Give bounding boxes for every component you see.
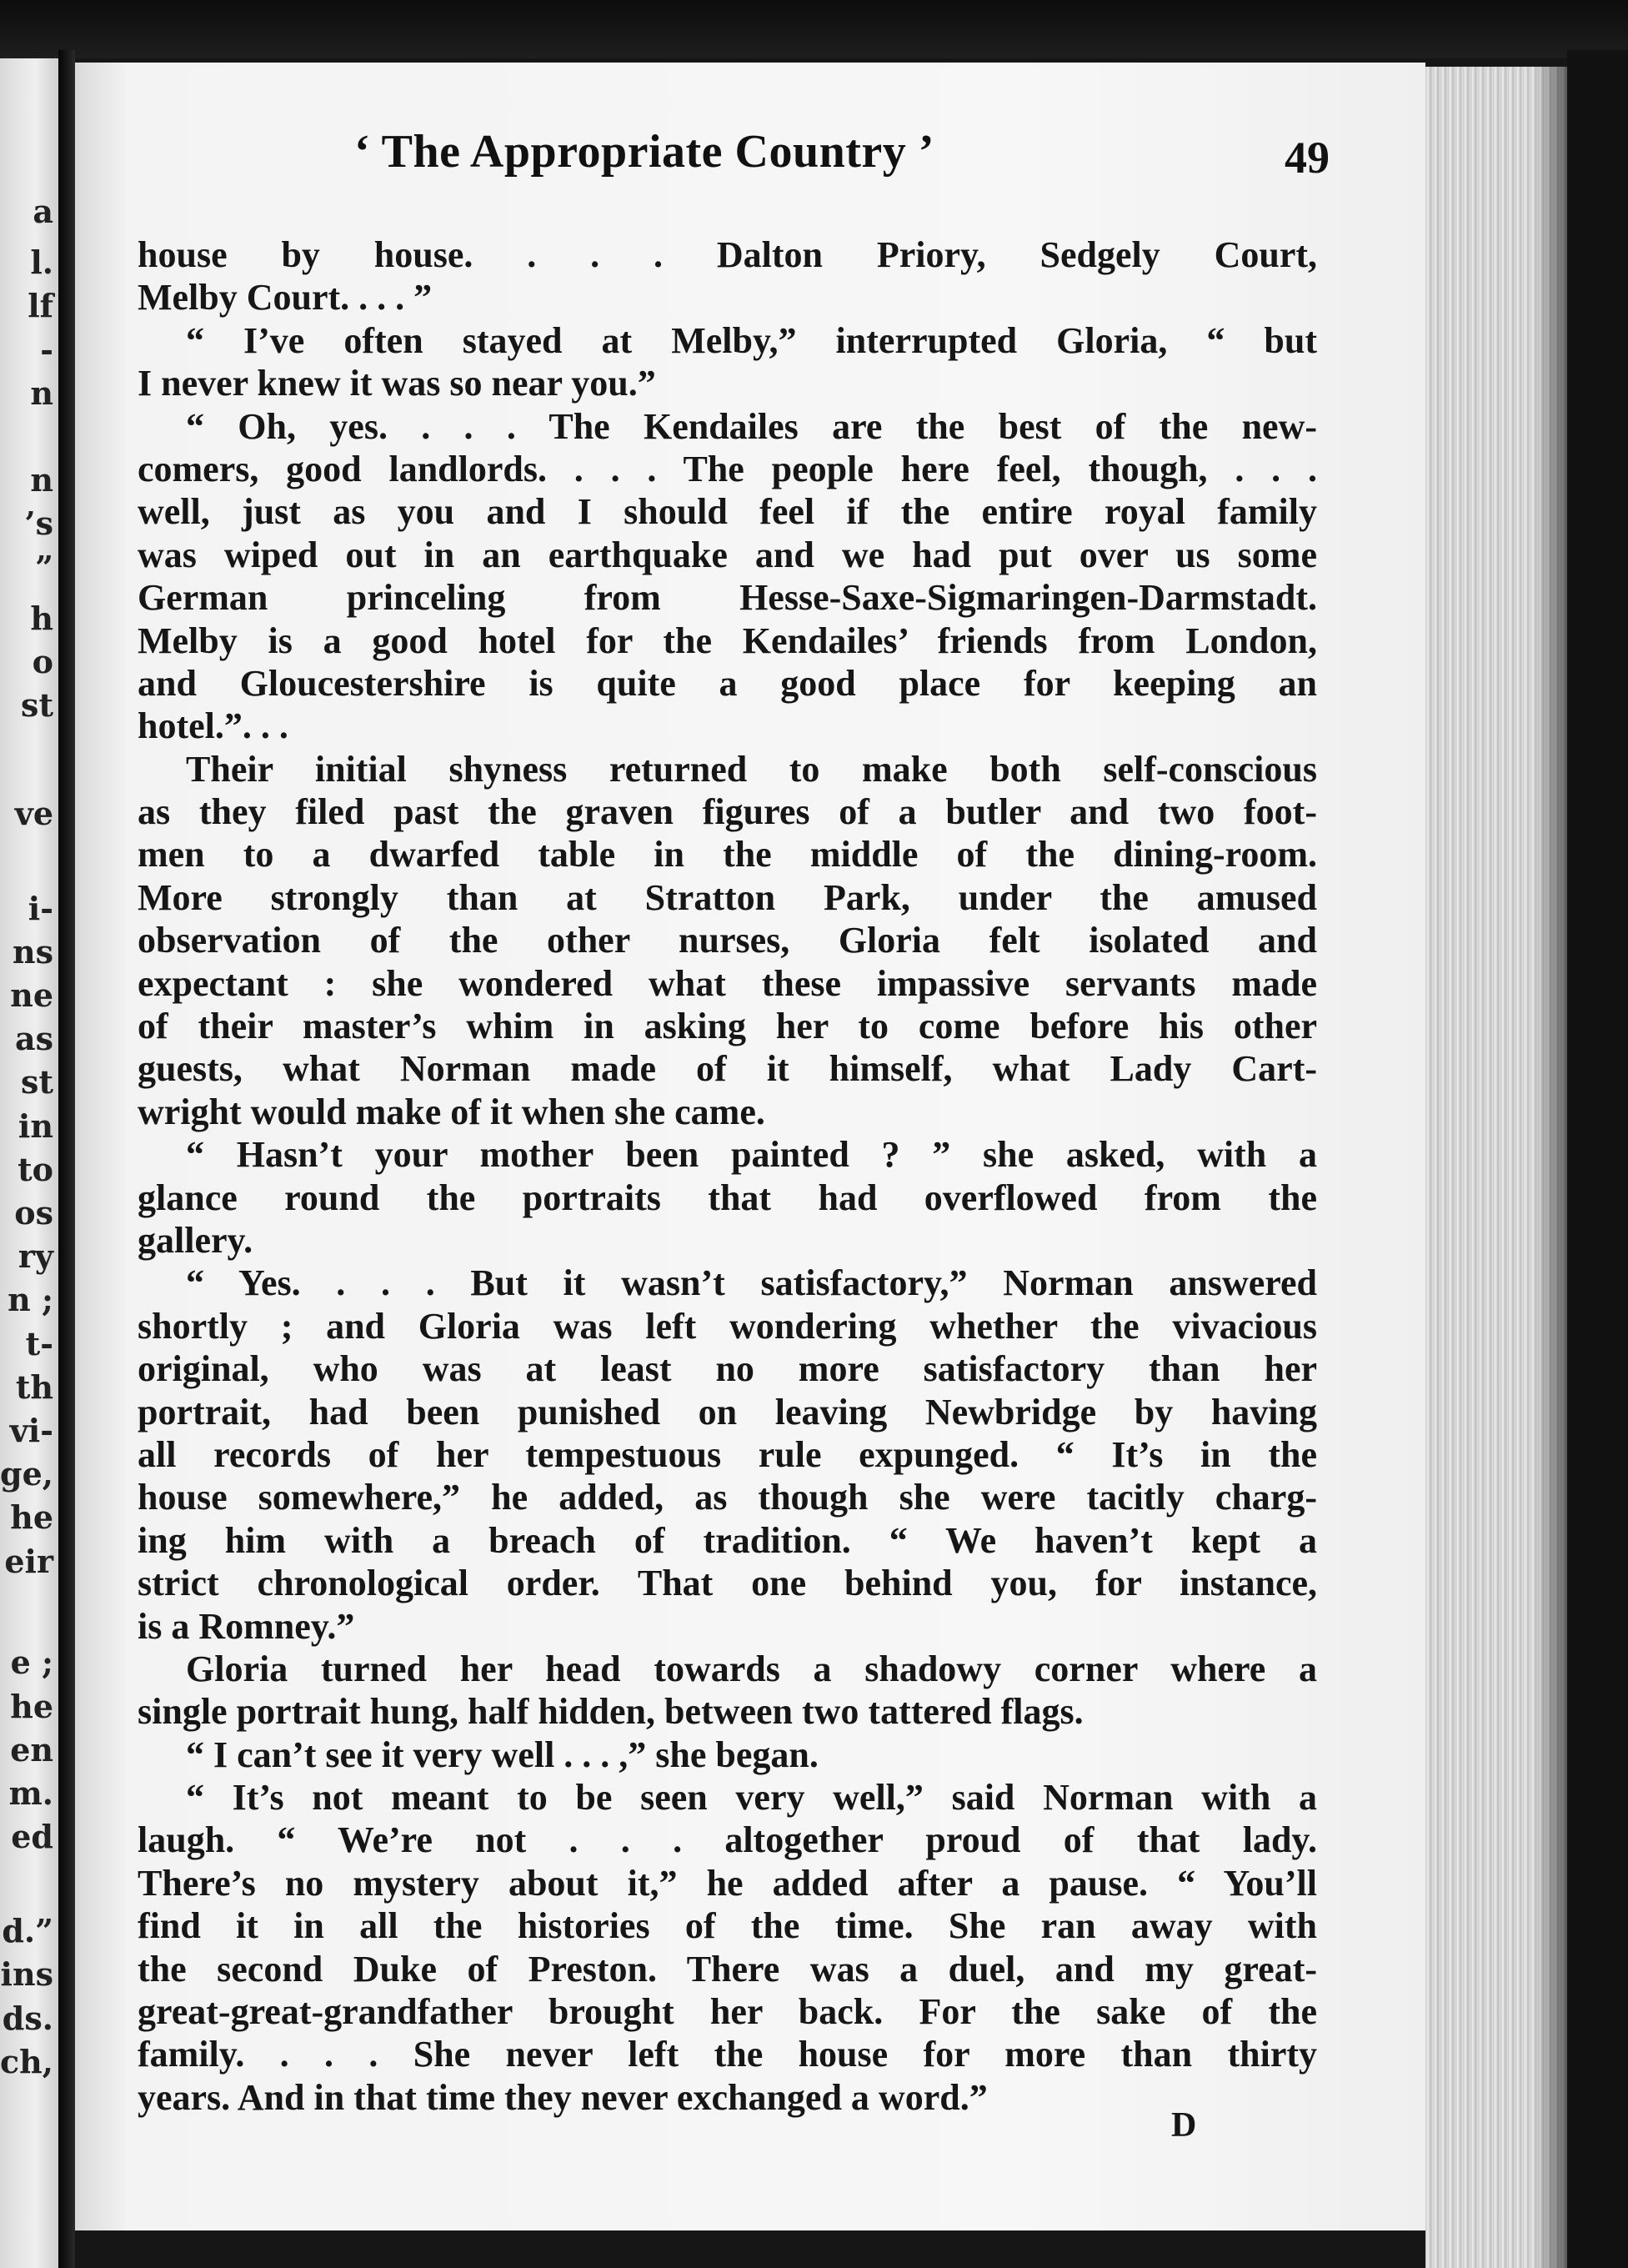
text-line: Melby Court. . . . ” bbox=[138, 277, 433, 319]
signature-mark: D bbox=[1171, 2106, 1197, 2145]
text-line: house by house. . . . Dalton Priory, Sedgely Court, bbox=[138, 234, 1317, 275]
text-line: men to a dwarfed table in the middle of the dining-room. bbox=[138, 834, 1317, 876]
facing-page-fragment: d.” bbox=[2, 1912, 53, 1950]
text-line: well, just as you and I should feel if the entire royal family bbox=[138, 491, 1317, 533]
text-line: comers, good landlords. . . . The people here feel, though, . . . bbox=[138, 448, 1317, 489]
text-line: single portrait hung, half hidden, between two tattered flags. bbox=[138, 1691, 1084, 1733]
text-line: all records of her tempestuous rule expunged. “ It’s in the bbox=[138, 1433, 1317, 1475]
facing-page-fragment: - bbox=[40, 330, 53, 369]
facing-page-fragment: n bbox=[30, 461, 53, 499]
facing-page-fragment: n bbox=[30, 374, 53, 412]
facing-page-fragment: l. bbox=[30, 243, 53, 282]
text-line: “ I can’t see it very well . . . ,” she began. bbox=[186, 1734, 819, 1775]
facing-page-fragment: ry bbox=[18, 1237, 53, 1276]
text-line: ing him with a breach of tradition. “ We haven’t kept a bbox=[138, 1519, 1317, 1561]
facing-page-fragment: ne bbox=[10, 976, 53, 1014]
facing-page-fragment: in bbox=[18, 1106, 53, 1145]
facing-page-fragment: as bbox=[14, 1020, 53, 1058]
facing-page-fragment: st bbox=[21, 685, 53, 724]
text-line: find it in all the histories of the time. She ran away with bbox=[138, 1905, 1317, 1947]
facing-page-fragment: ” bbox=[35, 548, 53, 586]
facing-page-fragment: st bbox=[21, 1063, 53, 1101]
body-text bbox=[138, 233, 1317, 2119]
facing-page-fragment: vi- bbox=[9, 1411, 53, 1449]
text-line: German princeling from Hesse-Saxe-Sigmaringen-Darmstadt. bbox=[138, 577, 1317, 619]
facing-page-fragment: ’s bbox=[24, 504, 53, 543]
text-line: family. . . . She never left the house for more than thirty bbox=[138, 2034, 1317, 2075]
facing-page-fragment: os bbox=[14, 1193, 53, 1232]
page-edges bbox=[1425, 67, 1567, 2268]
facing-page-fragment: ns bbox=[12, 932, 53, 971]
facing-page-fragment: o bbox=[32, 642, 53, 680]
running-title: ‘ The Appropriate Country ’ bbox=[354, 126, 934, 178]
text-line: “ Hasn’t your mother been painted ? ” she asked, with a bbox=[186, 1134, 1317, 1176]
text-line: gallery. bbox=[138, 1219, 253, 1261]
text-line: glance round the portraits that had overflowed from the bbox=[138, 1177, 1317, 1218]
book-gutter bbox=[58, 50, 75, 2268]
text-line: was wiped out in an earthquake and we had put over us some bbox=[138, 534, 1317, 575]
text-line: laugh. “ We’re not . . . altogether proud of that lady. bbox=[138, 1819, 1317, 1861]
text-line: “ It’s not meant to be seen very well,” said Norman with a bbox=[186, 1777, 1317, 1819]
facing-page-fragment: ed bbox=[11, 1818, 53, 1856]
text-line: of their master’s whim in asking her to come before his other bbox=[138, 1006, 1317, 1047]
text-line: portrait, had been punished on leaving Newbridge by having bbox=[138, 1391, 1317, 1433]
text-line: guests, what Norman made of it himself, what Lady Cart- bbox=[138, 1048, 1317, 1090]
text-line: strict chronological order. That one behind you, for instance, bbox=[138, 1563, 1317, 1604]
text-line: expectant : she wondered what these impassive servants made bbox=[138, 962, 1317, 1004]
facing-page-fragment: n ; bbox=[8, 1281, 53, 1319]
facing-page-fragment: ve bbox=[14, 795, 53, 833]
text-line: Their initial shyness returned to make both self-conscious bbox=[186, 748, 1317, 790]
text-line: shortly ; and Gloria was left wondering whether the vivacious bbox=[138, 1305, 1317, 1347]
facing-page-fragment: en bbox=[10, 1730, 53, 1769]
facing-page-fragment: ge, bbox=[0, 1455, 53, 1493]
facing-page-fragment: ds. bbox=[2, 1999, 53, 2037]
facing-page-fragment: to bbox=[18, 1150, 53, 1188]
text-line: Gloria turned her head towards a shadowy corner where a bbox=[186, 1648, 1317, 1689]
facing-page-fragment: i- bbox=[28, 889, 53, 927]
text-line: the second Duke of Preston. There was a duel, and my great- bbox=[138, 1948, 1317, 1990]
text-line: Melby is a good hotel for the Kendailes’ friends from London, bbox=[138, 620, 1317, 661]
facing-page-fragment: eir bbox=[4, 1542, 53, 1580]
facing-page-fragment: a bbox=[33, 193, 53, 231]
text-line: house somewhere,” he added, as though she were tacitly charg- bbox=[138, 1477, 1317, 1518]
text-line: great-great-grandfather brought her back. For the sake of the bbox=[138, 1991, 1317, 2033]
facing-page-fragment: he bbox=[10, 1498, 53, 1537]
facing-page-fragment: ins bbox=[0, 1955, 53, 1994]
text-line: as they filed past the graven figures of a butler and two foot- bbox=[138, 791, 1317, 833]
facing-page-fragment: ch, bbox=[0, 2042, 53, 2080]
page-header bbox=[138, 125, 1330, 192]
text-line: original, who was at least no more satisfactory than her bbox=[138, 1348, 1317, 1390]
facing-page-fragment: he bbox=[10, 1687, 53, 1725]
scan-border-right bbox=[1567, 50, 1628, 2268]
text-line: hotel.”. . . bbox=[138, 705, 288, 747]
facing-page-fragment: t- bbox=[25, 1324, 53, 1362]
text-line: “ Oh, yes. . . . The Kendailes are the best of the new- bbox=[186, 405, 1317, 447]
text-line: years. And in that time they never exchanged a word.” bbox=[138, 2076, 988, 2118]
facing-page-fragment: th bbox=[15, 1367, 53, 1406]
facing-page-fragment: m. bbox=[8, 1774, 53, 1812]
text-line: and Gloucestershire is quite a good place for keeping an bbox=[138, 662, 1317, 704]
facing-page-fragment: e ; bbox=[10, 1643, 53, 1682]
text-line: observation of the other nurses, Gloria felt isolated and bbox=[138, 920, 1317, 961]
text-line: I never knew it was so near you.” bbox=[138, 363, 656, 404]
facing-page-fragment: lf bbox=[28, 287, 53, 325]
text-line: is a Romney.” bbox=[138, 1605, 355, 1647]
scan-border-top bbox=[0, 0, 1628, 58]
text-line: More strongly than at Stratton Park, under the amused bbox=[138, 876, 1317, 918]
text-line: “ I’ve often stayed at Melby,” interrupted Gloria, “ but bbox=[186, 319, 1317, 361]
page-number: 49 bbox=[1285, 133, 1330, 183]
text-line: wright would make of it when she came. bbox=[138, 1091, 765, 1132]
text-line: There’s no mystery about it,” he added after a pause. “ You’ll bbox=[138, 1862, 1317, 1904]
text-line: “ Yes. . . . But it wasn’t satisfactory,” Norman answered bbox=[186, 1262, 1317, 1304]
facing-page-fragment: h bbox=[30, 599, 53, 637]
facing-page-edge bbox=[0, 58, 58, 2268]
